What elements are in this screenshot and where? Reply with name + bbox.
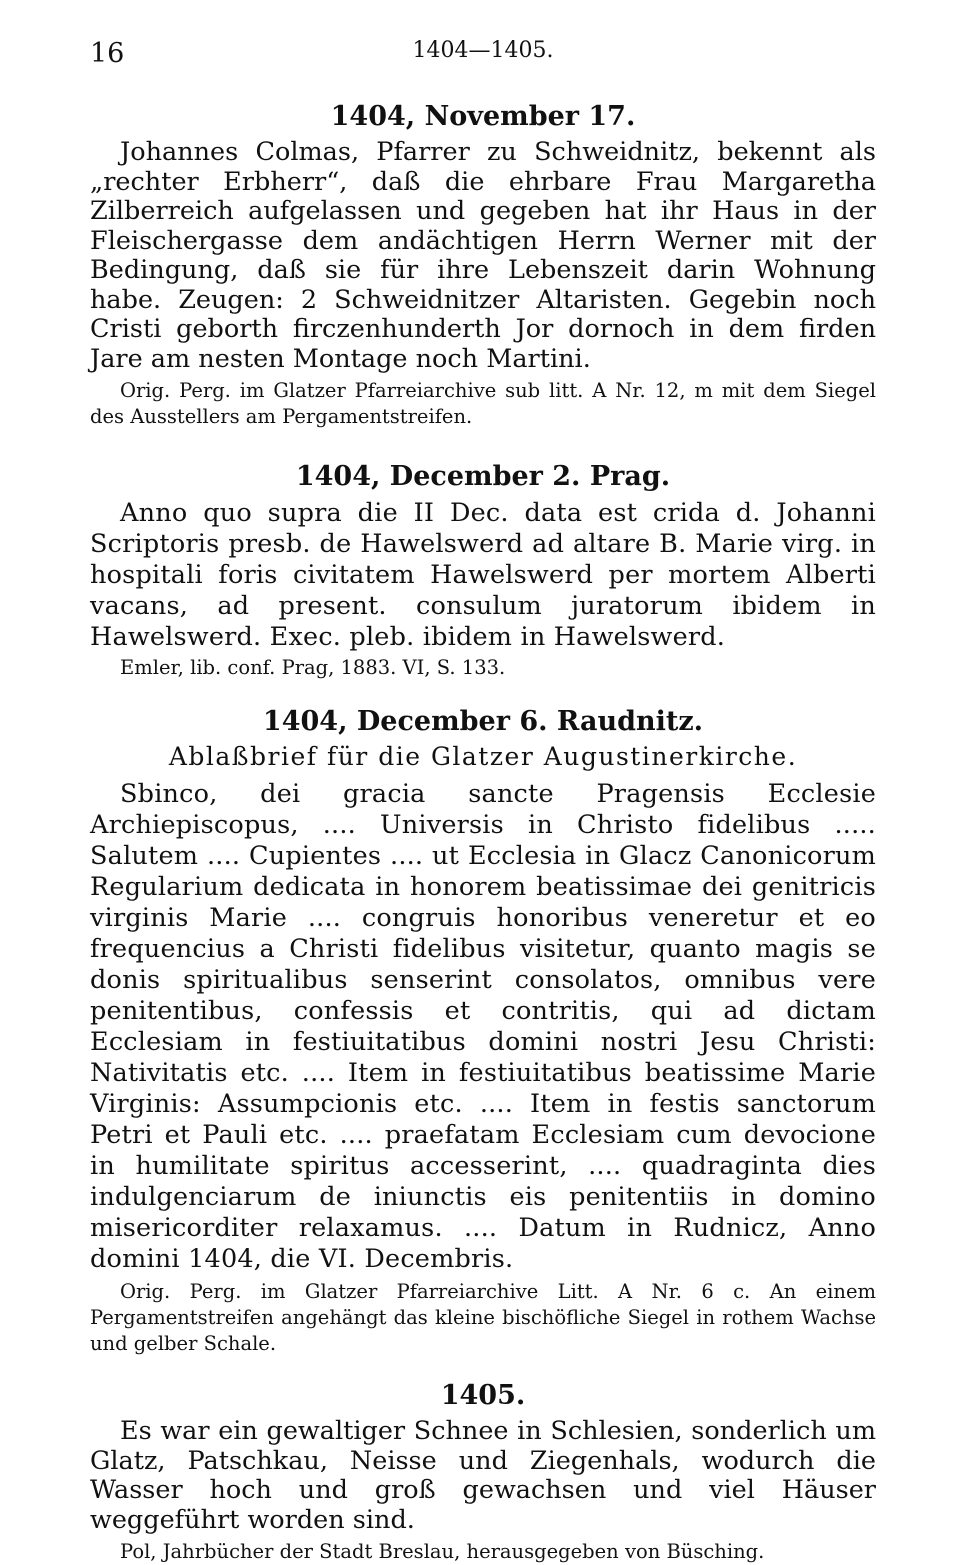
entry-source: Pol, Jahrbücher der Stadt Breslau, herausgegeben von Büsching. bbox=[120, 1540, 765, 1563]
entry-body: Sbinco, dei gracia sancte Pragensis Ecclesie Archiepiscopus, .... Universis in Christo fidelibus ..... Salutem .... Cupientes .... ut Ecclesia in Glacz Canonicorum Regularium dedicata in honorem beatissimae dei genitricis virginis Marie .... congruis honoribus veneretur et eo frequencius a Christi fidelibus visitetur, quanto magis se donis spiritualibus senserint consolatos, omnibus vere penitentibus, confessis et contritis, qui ad dictam Ecclesiam in festiuitatibus domini nostri Jesu Christi: Nativitatis etc. .... Item in festiuitatibus beatissime Marie Virginis: Assumpcionis etc. .... Item in festis sanctorum Petri et Pauli etc. .... praefatam Ecclesiam cum devocione in humilitate spiritus accesserint, .... quadraginta dies indulgenciarum de iniunctis eis penitentiis in domino misericorditer relaxamus. .... Datum in Rudnicz, Anno domini 1404, die VI. Decembris. bbox=[90, 779, 876, 1274]
entry-1404-dec-6 bbox=[90, 705, 876, 1357]
entry-title: 1404, November 17. bbox=[330, 101, 636, 132]
document-page bbox=[90, 30, 876, 1565]
entry-1404-dec-2 bbox=[90, 460, 876, 681]
entry-body: Anno quo supra die II Dec. data est crida d. Johanni Scriptoris presb. de Hawelswerd ad altare B. Marie virg. in hospitali foris civitatem Hawelswerd per mortem Alberti vacans, ad present. consulum juratorum ibidem in Hawelswerd. Exec. pleb. ibidem in Hawelswerd. bbox=[90, 498, 876, 652]
entry-source: Orig. Perg. im Glatzer Pfarreiarchive sub litt. A Nr. 12, m mit dem Siegel des Ausstellers am Pergamentstreifen. bbox=[90, 379, 876, 428]
entry-body: Johannes Colmas, Pfarrer zu Schweidnitz, bekennt als „rechter Erbherr“, daß die ehrbare Frau Margaretha Zilberreich aufgelassen und gegeben hat ihr Haus in der Fleischergasse dem andächtigen Herrn Werner mit der Bedingung, daß sie für ihre Lebenszeit darin Wohnung habe. Zeugen: 2 Schweidnitzer Altaristen. Gegebin noch Cristi geborth firczenhunderth Jor dornoch in dem firden Jare am nesten Montage noch Martini. bbox=[90, 137, 876, 374]
entry-source: Emler, lib. conf. Prag, 1883. VI, S. 133. bbox=[120, 656, 506, 679]
page-number: 16 bbox=[90, 38, 125, 69]
entry-subtitle: Ablaßbrief für die Glatzer Augustinerkirche. bbox=[168, 742, 798, 771]
entry-title: 1404, December 6. Raudnitz. bbox=[262, 706, 704, 737]
entry-1405 bbox=[90, 1379, 876, 1565]
entry-title: 1405. bbox=[440, 1380, 526, 1411]
page-header bbox=[90, 30, 876, 78]
entry-1404-nov-17 bbox=[90, 100, 876, 430]
entry-source: Orig. Perg. im Glatzer Pfarreiarchive Litt. A Nr. 6 c. An einem Pergamentstreifen angehängt das kleine bischöfliche Siegel in rothem Wachse und gelber Schale. bbox=[90, 1280, 876, 1355]
entry-title: 1404, December 2. Prag. bbox=[295, 461, 671, 492]
entry-body: Es war ein gewaltiger Schnee in Schlesien, sonderlich um Glatz, Patschkau, Neisse und Ziegenhals, wodurch die Wasser hoch und groß gewachsen und viel Häuser weggeführt worden sind. bbox=[90, 1416, 876, 1535]
running-title: 1404—1405. bbox=[412, 38, 554, 63]
